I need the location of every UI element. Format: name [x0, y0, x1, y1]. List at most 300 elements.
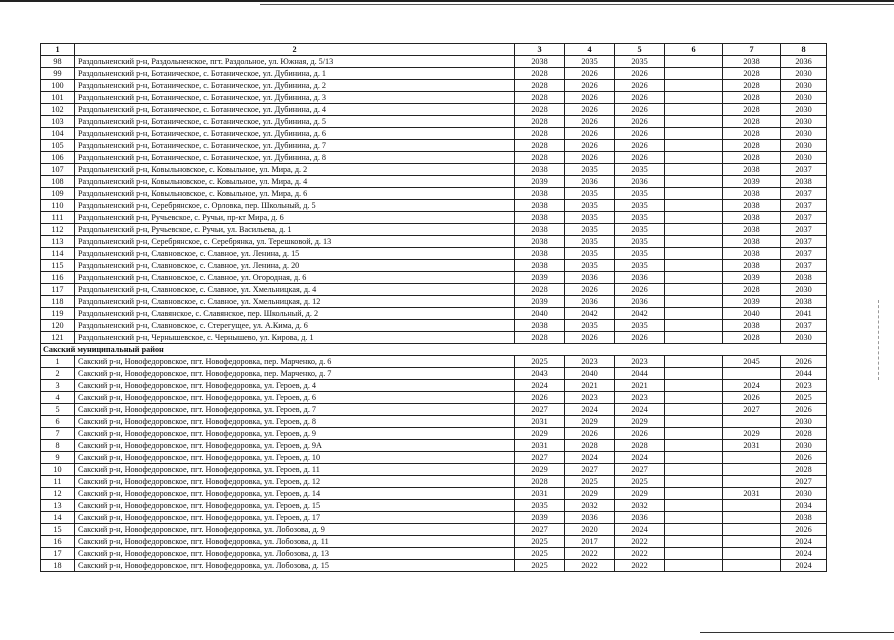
year-cell: 2026 [565, 104, 615, 116]
year-cell: 2039 [515, 512, 565, 524]
year-cell: 2026 [615, 80, 665, 92]
year-cell: 2038 [723, 236, 781, 248]
table-row [41, 188, 827, 200]
year-cell: 2030 [781, 104, 827, 116]
column-header: 3 [515, 44, 565, 56]
year-cell: 2035 [565, 212, 615, 224]
row-number-cell: 4 [41, 392, 75, 404]
year-cell [665, 404, 723, 416]
row-number-cell: 112 [41, 224, 75, 236]
year-cell [665, 392, 723, 404]
column-header: 6 [665, 44, 723, 56]
year-cell: 2028 [781, 464, 827, 476]
year-cell: 2029 [615, 416, 665, 428]
year-cell: 2029 [515, 464, 565, 476]
address-cell: Раздольненский р-н, Ботаническое, с. Ботаническое, ул. Дубинина, д. 1 [75, 68, 515, 80]
year-cell: 2026 [781, 524, 827, 536]
year-cell: 2026 [615, 284, 665, 296]
row-number-cell: 16 [41, 536, 75, 548]
year-cell: 2026 [565, 128, 615, 140]
year-cell: 2037 [781, 260, 827, 272]
year-cell [723, 368, 781, 380]
year-cell: 2028 [515, 332, 565, 344]
table-row [41, 80, 827, 92]
year-cell: 2044 [615, 368, 665, 380]
year-cell: 2038 [515, 260, 565, 272]
year-cell: 2026 [565, 284, 615, 296]
year-cell [723, 476, 781, 488]
address-cell: Раздольненский р-н, Славновское, с. Славное, ул. Ленина, д. 15 [75, 248, 515, 260]
column-header: 7 [723, 44, 781, 56]
table-row [41, 272, 827, 284]
year-cell: 2039 [723, 296, 781, 308]
address-cell: Раздольненский р-н, Ботаническое, с. Ботаническое, ул. Дубинина, д. 7 [75, 140, 515, 152]
year-cell: 2026 [565, 116, 615, 128]
address-cell: Сакский р-н, Новофедоровское, пгт. Новофедоровка, пер. Марченко, д. 7 [75, 368, 515, 380]
year-cell: 2039 [723, 272, 781, 284]
year-cell [665, 332, 723, 344]
year-cell [723, 536, 781, 548]
year-cell [665, 296, 723, 308]
address-cell: Сакский р-н, Новофедоровское, пгт. Новофедоровка, ул. Героев, д. 14 [75, 488, 515, 500]
year-cell [665, 56, 723, 68]
row-number-cell: 1 [41, 356, 75, 368]
year-cell: 2027 [565, 464, 615, 476]
year-cell [665, 464, 723, 476]
table-row [41, 248, 827, 260]
year-cell: 2024 [723, 380, 781, 392]
address-cell: Раздольненский р-н, Славновское, с. Стерегущее, ул. А.Кима, д. 6 [75, 320, 515, 332]
row-number-cell: 5 [41, 404, 75, 416]
year-cell: 2029 [723, 428, 781, 440]
year-cell: 2035 [565, 320, 615, 332]
table-row [41, 536, 827, 548]
year-cell: 2035 [565, 164, 615, 176]
year-cell: 2038 [515, 224, 565, 236]
table-row [41, 356, 827, 368]
year-cell [665, 536, 723, 548]
table-body [41, 44, 827, 572]
year-cell: 2035 [565, 56, 615, 68]
year-cell: 2024 [781, 536, 827, 548]
year-cell [665, 548, 723, 560]
year-cell [665, 212, 723, 224]
row-number-cell: 108 [41, 176, 75, 188]
address-cell: Сакский р-н, Новофедоровское, пгт. Новофедоровка, ул. Лобозова, д. 15 [75, 560, 515, 572]
year-cell [665, 368, 723, 380]
year-cell: 2030 [781, 488, 827, 500]
year-cell: 2042 [615, 308, 665, 320]
year-cell: 2028 [565, 440, 615, 452]
year-cell [665, 116, 723, 128]
table-row [41, 260, 827, 272]
table-row [41, 368, 827, 380]
year-cell: 2035 [565, 236, 615, 248]
year-cell: 2029 [565, 488, 615, 500]
year-cell: 2038 [781, 176, 827, 188]
year-cell: 2021 [565, 380, 615, 392]
table-row [41, 416, 827, 428]
year-cell: 2035 [615, 200, 665, 212]
year-cell [665, 176, 723, 188]
year-cell: 2035 [565, 224, 615, 236]
year-cell: 2026 [515, 392, 565, 404]
year-cell: 2035 [615, 320, 665, 332]
address-cell: Сакский р-н, Новофедоровское, пгт. Новофедоровка, ул. Героев, д. 15 [75, 500, 515, 512]
year-cell: 2028 [515, 284, 565, 296]
row-number-cell: 118 [41, 296, 75, 308]
row-number-cell: 13 [41, 500, 75, 512]
year-cell: 2030 [781, 68, 827, 80]
year-cell: 2025 [565, 476, 615, 488]
year-cell: 2036 [615, 512, 665, 524]
year-cell: 2028 [515, 476, 565, 488]
table-row [41, 284, 827, 296]
year-cell: 2035 [615, 164, 665, 176]
row-number-cell: 109 [41, 188, 75, 200]
year-cell [665, 224, 723, 236]
year-cell: 2038 [723, 164, 781, 176]
year-cell: 2026 [615, 104, 665, 116]
year-cell: 2037 [781, 200, 827, 212]
year-cell: 2036 [615, 296, 665, 308]
address-cell: Раздольненский р-н, Раздольненское, пгт. Раздольное, ул. Южная, д. 5/13 [75, 56, 515, 68]
year-cell [723, 500, 781, 512]
table-row [41, 452, 827, 464]
year-cell: 2028 [723, 284, 781, 296]
table-row [41, 128, 827, 140]
row-number-cell: 8 [41, 440, 75, 452]
year-cell: 2028 [723, 68, 781, 80]
column-header: 4 [565, 44, 615, 56]
address-cell: Раздольненский р-н, Ковыльновское, с. Ковыльное, ул. Мира, д. 4 [75, 176, 515, 188]
address-cell: Раздольненский р-н, Ботаническое, с. Ботаническое, ул. Дубинина, д. 8 [75, 152, 515, 164]
address-cell: Раздольненский р-н, Славновское, с. Славное, ул. Хмельницкая, д. 12 [75, 296, 515, 308]
address-cell: Сакский р-н, Новофедоровское, пгт. Новофедоровка, ул. Лобозова, д. 13 [75, 548, 515, 560]
table-row [41, 308, 827, 320]
table-row [41, 164, 827, 176]
year-cell [665, 560, 723, 572]
year-cell: 2030 [781, 416, 827, 428]
year-cell: 2036 [615, 272, 665, 284]
row-number-cell: 15 [41, 524, 75, 536]
address-cell: Сакский р-н, Новофедоровское, пгт. Новофедоровка, ул. Героев, д. 11 [75, 464, 515, 476]
year-cell: 2037 [781, 236, 827, 248]
address-cell: Раздольненский р-н, Славновское, с. Славное, ул. Огородная, д. 6 [75, 272, 515, 284]
year-cell: 2038 [515, 56, 565, 68]
row-number-cell: 100 [41, 80, 75, 92]
year-cell: 2028 [515, 92, 565, 104]
year-cell [665, 500, 723, 512]
year-cell: 2026 [615, 428, 665, 440]
year-cell: 2035 [615, 56, 665, 68]
address-cell: Сакский р-н, Новофедоровское, пгт. Новофедоровка, ул. Героев, д. 9 [75, 428, 515, 440]
year-cell: 2025 [515, 356, 565, 368]
year-cell: 2028 [723, 80, 781, 92]
year-cell: 2035 [565, 260, 615, 272]
row-number-cell: 14 [41, 512, 75, 524]
year-cell: 2023 [565, 356, 615, 368]
year-cell: 2024 [781, 548, 827, 560]
year-cell: 2031 [515, 416, 565, 428]
year-cell [665, 476, 723, 488]
year-cell: 2025 [781, 392, 827, 404]
address-cell: Сакский р-н, Новофедоровское, пгт. Новофедоровка, ул. Героев, д. 7 [75, 404, 515, 416]
year-cell: 2022 [565, 560, 615, 572]
year-cell: 2035 [615, 260, 665, 272]
year-cell [665, 80, 723, 92]
year-cell: 2035 [615, 212, 665, 224]
year-cell: 2026 [565, 80, 615, 92]
year-cell: 2029 [515, 428, 565, 440]
row-number-cell: 102 [41, 104, 75, 116]
year-cell: 2031 [515, 440, 565, 452]
year-cell: 2030 [781, 332, 827, 344]
year-cell: 2030 [781, 92, 827, 104]
address-cell: Раздольненский р-н, Ковыльновское, с. Ковыльное, ул. Мира, д. 6 [75, 188, 515, 200]
column-header: 1 [41, 44, 75, 56]
year-cell [665, 188, 723, 200]
table-row [41, 560, 827, 572]
year-cell [665, 200, 723, 212]
year-cell: 2021 [615, 380, 665, 392]
address-cell: Раздольненский р-н, Ботаническое, с. Ботаническое, ул. Дубинина, д. 4 [75, 104, 515, 116]
year-cell: 2027 [615, 464, 665, 476]
year-cell: 2035 [615, 224, 665, 236]
year-cell: 2038 [515, 164, 565, 176]
row-number-cell: 115 [41, 260, 75, 272]
table-row [41, 176, 827, 188]
year-cell: 2023 [781, 380, 827, 392]
year-cell: 2035 [565, 248, 615, 260]
year-cell: 2025 [515, 560, 565, 572]
address-cell: Раздольненский р-н, Ботаническое, с. Ботаническое, ул. Дубинина, д. 3 [75, 92, 515, 104]
year-cell: 2028 [723, 104, 781, 116]
row-number-cell: 2 [41, 368, 75, 380]
year-cell: 2026 [615, 92, 665, 104]
table-row [41, 392, 827, 404]
year-cell: 2042 [565, 308, 615, 320]
year-cell [665, 248, 723, 260]
year-cell: 2038 [723, 224, 781, 236]
year-cell: 2028 [515, 128, 565, 140]
year-cell: 2039 [515, 272, 565, 284]
year-cell: 2024 [565, 452, 615, 464]
table-row [41, 512, 827, 524]
year-cell: 2024 [781, 560, 827, 572]
year-cell: 2017 [565, 536, 615, 548]
scan-edge-bottom [700, 632, 894, 633]
year-cell [665, 380, 723, 392]
year-cell: 2028 [723, 116, 781, 128]
year-cell: 2025 [615, 476, 665, 488]
address-cell: Раздольненский р-н, Ручьевское, с. Ручьи, пр-кт Мира, д. 6 [75, 212, 515, 224]
year-cell: 2038 [781, 512, 827, 524]
table-row [41, 464, 827, 476]
year-cell: 2040 [723, 308, 781, 320]
year-cell: 2034 [781, 500, 827, 512]
address-cell: Сакский р-н, Новофедоровское, пгт. Новофедоровка, ул. Героев, д. 12 [75, 476, 515, 488]
year-cell: 2026 [565, 428, 615, 440]
year-cell: 2023 [565, 392, 615, 404]
table-row [41, 332, 827, 344]
table-row [41, 68, 827, 80]
year-cell: 2024 [615, 452, 665, 464]
year-cell: 2037 [781, 224, 827, 236]
address-cell: Раздольненский р-н, Ручьевское, с. Ручьи, ул. Васильева, д. 1 [75, 224, 515, 236]
year-cell: 2031 [723, 440, 781, 452]
table-row [41, 212, 827, 224]
year-cell: 2024 [615, 404, 665, 416]
year-cell: 2028 [515, 80, 565, 92]
year-cell: 2038 [781, 272, 827, 284]
year-cell: 2026 [565, 92, 615, 104]
row-number-cell: 117 [41, 284, 75, 296]
address-cell: Раздольненский р-н, Серебрянское, с. Серебрянка, ул. Терешковой, д. 13 [75, 236, 515, 248]
year-cell: 2035 [565, 200, 615, 212]
row-number-cell: 106 [41, 152, 75, 164]
year-cell: 2038 [515, 200, 565, 212]
address-cell: Сакский р-н, Новофедоровское, пгт. Новофедоровка, ул. Героев, д. 17 [75, 512, 515, 524]
year-cell: 2028 [515, 152, 565, 164]
address-cell: Раздольненский р-н, Ботаническое, с. Ботаническое, ул. Дубинина, д. 6 [75, 128, 515, 140]
year-cell [723, 512, 781, 524]
year-cell: 2043 [515, 368, 565, 380]
year-cell: 2028 [723, 332, 781, 344]
year-cell: 2023 [615, 356, 665, 368]
year-cell: 2026 [781, 404, 827, 416]
year-cell: 2028 [515, 104, 565, 116]
table-row [41, 524, 827, 536]
year-cell: 2028 [515, 68, 565, 80]
year-cell [665, 164, 723, 176]
year-cell: 2024 [515, 380, 565, 392]
address-cell: Раздольненский р-н, Ковыльновское, с. Ковыльное, ул. Мира, д. 2 [75, 164, 515, 176]
address-cell: Сакский р-н, Новофедоровское, пгт. Новофедоровка, ул. Лобозова, д. 9 [75, 524, 515, 536]
year-cell: 2026 [615, 128, 665, 140]
table-row [41, 104, 827, 116]
year-cell [665, 68, 723, 80]
row-number-cell: 9 [41, 452, 75, 464]
year-cell: 2027 [515, 524, 565, 536]
year-cell: 2038 [723, 212, 781, 224]
table-row [41, 476, 827, 488]
row-number-cell: 105 [41, 140, 75, 152]
row-number-cell: 101 [41, 92, 75, 104]
scan-edge-right [878, 300, 879, 380]
year-cell: 2036 [565, 176, 615, 188]
year-cell: 2031 [723, 488, 781, 500]
year-cell [665, 428, 723, 440]
year-cell: 2030 [781, 152, 827, 164]
year-cell: 2028 [723, 92, 781, 104]
year-cell: 2028 [615, 440, 665, 452]
year-cell: 2025 [515, 548, 565, 560]
address-cell: Раздольненский р-н, Ботаническое, с. Ботаническое, ул. Дубинина, д. 2 [75, 80, 515, 92]
row-number-cell: 121 [41, 332, 75, 344]
table-row [41, 488, 827, 500]
year-cell: 2037 [781, 188, 827, 200]
year-cell: 2026 [565, 68, 615, 80]
year-cell: 2027 [723, 404, 781, 416]
year-cell: 2022 [615, 560, 665, 572]
year-cell: 2026 [615, 152, 665, 164]
year-cell: 2037 [781, 248, 827, 260]
year-cell: 2028 [723, 152, 781, 164]
year-cell [665, 128, 723, 140]
year-cell [665, 104, 723, 116]
year-cell: 2020 [565, 524, 615, 536]
year-cell: 2030 [781, 116, 827, 128]
table-row [41, 440, 827, 452]
year-cell: 2026 [615, 68, 665, 80]
address-cell: Раздольненский р-н, Славновское, с. Славное, ул. Хмельницкая, д. 4 [75, 284, 515, 296]
year-cell [723, 452, 781, 464]
year-cell: 2028 [515, 140, 565, 152]
year-cell: 2025 [515, 536, 565, 548]
year-cell: 2036 [565, 512, 615, 524]
row-number-cell: 119 [41, 308, 75, 320]
year-cell: 2036 [565, 296, 615, 308]
year-cell: 2022 [565, 548, 615, 560]
year-cell: 2040 [515, 308, 565, 320]
row-number-cell: 113 [41, 236, 75, 248]
year-cell: 2022 [615, 536, 665, 548]
year-cell: 2029 [615, 488, 665, 500]
row-number-cell: 99 [41, 68, 75, 80]
address-cell: Сакский р-н, Новофедоровское, пгт. Новофедоровка, ул. Героев, д. 8 [75, 416, 515, 428]
year-cell: 2038 [515, 212, 565, 224]
year-cell: 2038 [723, 248, 781, 260]
year-cell: 2026 [781, 356, 827, 368]
year-cell: 2037 [781, 212, 827, 224]
year-cell: 2030 [781, 440, 827, 452]
year-cell: 2038 [723, 188, 781, 200]
year-cell [665, 140, 723, 152]
year-cell: 2038 [723, 200, 781, 212]
year-cell: 2035 [615, 236, 665, 248]
year-cell [665, 92, 723, 104]
row-number-cell: 107 [41, 164, 75, 176]
year-cell: 2039 [723, 176, 781, 188]
year-cell: 2032 [615, 500, 665, 512]
section-header-row [41, 344, 827, 356]
row-number-cell: 111 [41, 212, 75, 224]
address-cell: Раздольненский р-н, Ботаническое, с. Ботаническое, ул. Дубинина, д. 5 [75, 116, 515, 128]
table-row [41, 140, 827, 152]
year-cell: 2038 [781, 296, 827, 308]
year-cell: 2035 [515, 500, 565, 512]
address-cell: Сакский р-н, Новофедоровское, пгт. Новофедоровка, пер. Марченко, д. 6 [75, 356, 515, 368]
year-cell: 2026 [565, 332, 615, 344]
year-cell: 2045 [723, 356, 781, 368]
year-cell [665, 260, 723, 272]
column-header: 2 [75, 44, 515, 56]
year-cell: 2027 [515, 452, 565, 464]
row-number-cell: 11 [41, 476, 75, 488]
year-cell: 2037 [781, 164, 827, 176]
table-row [41, 152, 827, 164]
address-cell: Сакский р-н, Новофедоровское, пгт. Новофедоровка, ул. Героев, д. 10 [75, 452, 515, 464]
table-row [41, 428, 827, 440]
year-cell [665, 308, 723, 320]
year-cell: 2026 [615, 332, 665, 344]
row-number-cell: 104 [41, 128, 75, 140]
table-row [41, 320, 827, 332]
year-cell [665, 320, 723, 332]
address-cell: Сакский р-н, Новофедоровское, пгт. Новофедоровка, ул. Героев, д. 6 [75, 392, 515, 404]
address-cell: Раздольненский р-н, Славянское, с. Славянское, пер. Школьный, д. 2 [75, 308, 515, 320]
